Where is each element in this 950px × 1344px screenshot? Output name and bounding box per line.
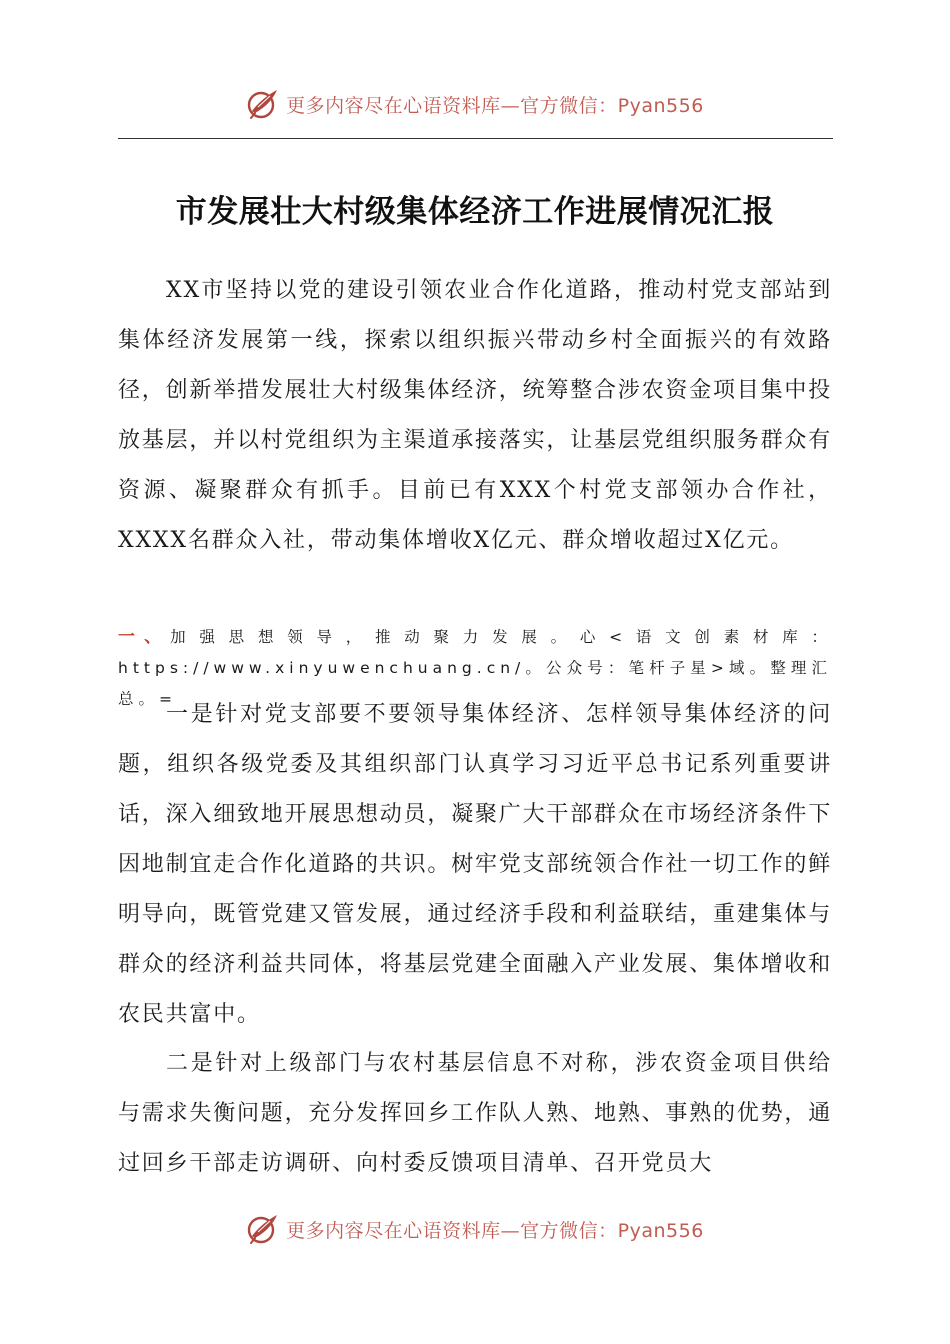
quill-pen-logo-icon [246,87,280,121]
header-divider [118,138,833,139]
paragraph-first-measure: 一是针对党支部要不要领导集体经济、怎样领导集体经济的问题，组织各级党委及其组织部门认真学习习近平总书记系列重要讲话，深入细致地开展思想动员，凝聚广大干部群众在市场经济条件下因地制宜走合作化道路的共识。树牢党支部统领合作社一切工作的鲜明导向，既管党建又管发展，通过经济手段和利益联结，重建集体与群众的经济利益共同体，将基层党建全面融入产业发展、集体增收和农民共富中。 [118,702,833,1027]
section-1-number: 一、 [118,627,171,647]
footer-wechat-id: Pyan556 [617,1219,704,1242]
section-1-source-note: 心<语文创素材库：https://www.xinyuwenchuang.cn/。公众号：笔杆子星>域。整理汇总。= [118,628,832,708]
intro-paragraph: XX市坚持以党的建设引领农业合作化道路，推动村党支部站到集体经济发展第一线，探索以组织振兴带动乡村全面振兴的有效路径，创新举措发展壮大村级集体经济，统筹整合涉农资金项目集中投放基层，并以村党组织为主渠道承接落实，让基层党组织服务群众有资源、凝聚群众有抓手。目前已有XXX个村党支部领办合作社，XXXX名群众入社，带动集体增收X亿元、群众增收超过X亿元。 [118,278,833,553]
header-wechat-id: Pyan556 [617,94,704,117]
footer-banner-text [286,1216,704,1243]
header-banner-label: 更多内容尽在心语资料库—官方微信： [286,94,618,117]
header-banner [0,82,950,126]
paragraph-second-measure: 二是针对上级部门与农村基层信息不对称，涉农资金项目供给与需求失衡问题，充分发挥回乡工作队人熟、地熟、事熟的优势，通过回乡干部走访调研、向村委反馈项目清单、召开党员大 [118,1051,833,1176]
header-banner-text [286,91,704,118]
footer-banner [0,1207,950,1251]
section-1-title: 加强思想领导，推动聚力发展。 [170,628,580,646]
document-title: 市发展壮大村级集体经济工作进展情况汇报 [175,194,775,230]
footer-banner-label: 更多内容尽在心语资料库—官方微信： [286,1219,618,1242]
quill-pen-logo-icon [246,1212,280,1246]
